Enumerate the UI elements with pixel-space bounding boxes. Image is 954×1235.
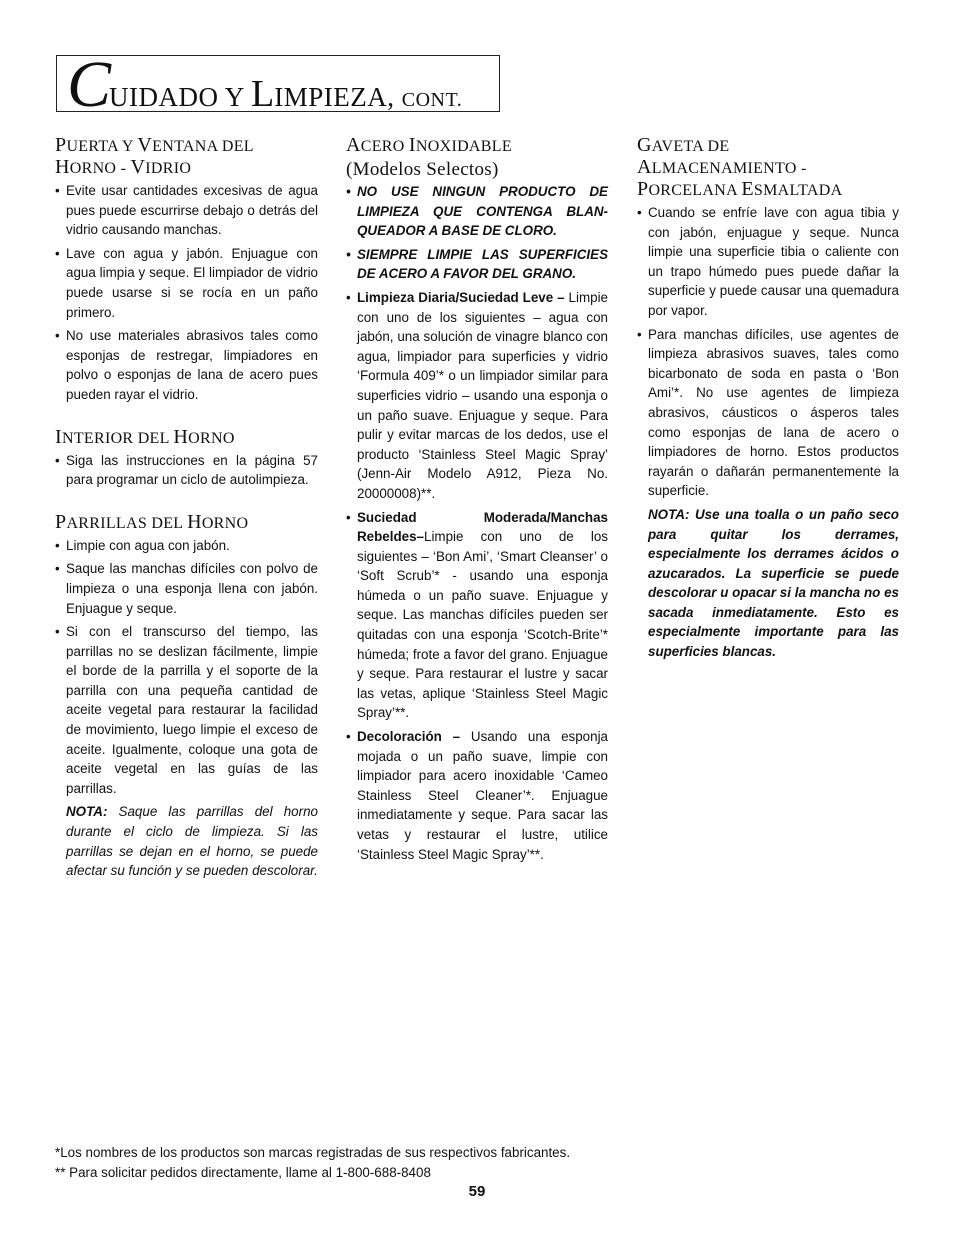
title-cont: CONT. — [401, 89, 463, 111]
title-cap-2: L — [251, 73, 275, 115]
list-item: • Limpieza Diaria/Suciedad Leve – Limpie con uno de los siguientes – agua con jabón, una solución de vinagre blanco con agua, limpiador para superficies y vidrio ‘Formula 409’* o un limpiador similar para superficies vidrio – usando una esponja o un paño suave. Enjuague y seque. Para pulir y evitar marcas de los dedos, use el producto ‘Stainless Steel Magic Spray’ (Jenn-Air Modelo A912, Pieza No. 20000008)**. — [346, 288, 608, 504]
oven-interior-list — [55, 451, 318, 490]
footnote-trademarks: *Los nombres de los productos son marcas registradas de sus respectivos fabricantes. — [55, 1145, 571, 1160]
page-title — [67, 48, 463, 121]
heading-stainless-steel: ACERO INOXIDABLE — [346, 134, 512, 156]
list-item: • Cuando se enfríe lave con agua tibia y con jabón, enjuague y seque. Nunca limpie una superficie tibia o caliente con un trapo húmedo pues puede dañar la superficie y puede causar una quemadura por vapor. — [637, 203, 899, 321]
list-item: • Suciedad Moderada/Manchas Rebeldes–Limpie con uno de los siguientes – ‘Bon Ami’, ‘Smart Cleanser’ o ‘Soft Scrub’* - usando una esponja húmeda o un paño suave. Enjuague y seque. Las manchas difíciles pueden ser quitadas con una esponja ‘Scotch-Brite’* húmeda; frote a favor del grano. Enjuague y seque. Para restaurar el lustre y sacar las vetas, aplique ‘Stainless Steel Magic Spray’**. — [346, 508, 608, 724]
title-part-2: IMPIEZA — [274, 82, 388, 112]
storage-drawer-list — [637, 203, 899, 501]
title-comma: , — [387, 82, 402, 112]
drawer-note: NOTA: Use una toalla o un paño seco para quitar los derrames, especialmente los derrames ácidos o azucarados. La superficie se puede descolorar u opacar si la mancha no es sacada inmediatamente. Esto es especialmente importante para las superficies blancas. — [648, 506, 899, 660]
column-2 — [346, 135, 608, 868]
heading-oven-racks: PARRILLAS DEL HORNO — [55, 510, 249, 533]
list-item: • No use materiales abrasivos tales como esponjas de restregar, limpiadores en polvo o esponjas de lana de acero pues pueden rayar el vidrio. — [55, 326, 318, 404]
door-window-list — [55, 181, 318, 405]
column-1 — [55, 135, 318, 881]
heading-storage-drawer: GAVETA DE ALMACENAMIENTO - PORCELANA ESMALTADA — [637, 134, 843, 200]
column-3 — [637, 135, 899, 662]
subheading-select-models: (Modelos Selectos) — [346, 159, 499, 180]
page-number: 59 — [468, 1183, 486, 1200]
oven-racks-list — [55, 536, 318, 799]
list-item: • Evite usar cantidades excesivas de agua pues puede escurrirse debajo o detrás del vidrio causando manchas. — [55, 181, 318, 240]
list-item: • Lave con agua y jabón. Enjuague con agua limpia y seque. El limpiador de vidrio puede usarse si se rocía en un paño primero. — [55, 244, 318, 322]
footnote-orders: ** Para solicitar pedidos directamente, llame al 1-800-688-8408 — [55, 1164, 431, 1180]
title-part-1: UIDADO Y — [109, 82, 252, 112]
warning-item: • SIEMPRE LIMPIE LAS SUPERFICIES DE ACERO A FAVOR DEL GRANO. — [346, 245, 608, 284]
title-initial: C — [67, 48, 110, 121]
page-title-box — [56, 48, 500, 121]
list-item: • Si con el transcurso del tiempo, las parrillas no se deslizan fácilmente, limpie el borde de la parrilla y el soporte de la parrilla con una pequeña cantidad de aceite vegetal para restaurar la facilidad de movimiento, luego limpie el exceso de aceite. Igualmente, coloque una gota de aceite vegetal en las guías de las parrillas. — [55, 622, 318, 798]
list-item: • Para manchas difíciles, use agentes de limpieza abrasivos suaves, tales como bicarbonato de soda en pasta o ‘Bon Ami’*. No use agentes de limpieza abrasivos, cáusticos o ásperos tales como esponjas de lana de acero o limpiadores de horno. Estos productos rayarán o dañarán permanentemente la superficie. — [637, 325, 899, 501]
list-item: • Limpie con agua con jabón. — [55, 536, 318, 556]
racks-note: NOTA: Saque las parrillas del horno durante el ciclo de limpieza. Si las parrillas se dejan en el horno, se puede afectar su función y se pueden descolorar. — [66, 804, 318, 879]
heading-door-window: PUERTA Y VENTANA DEL HORNO - VIDRIO — [55, 134, 254, 178]
warning-item: • NO USE NINGUN PRODUCTO DE LIMPIEZA QUE CONTENGA BLAN-QUEADOR A BASE DE CLORO. — [346, 182, 608, 241]
list-item: • Siga las instrucciones en la página 57 para programar un ciclo de autolimpieza. — [55, 451, 318, 490]
footnotes — [55, 1143, 570, 1182]
stainless-steel-list — [346, 182, 608, 864]
heading-oven-interior: INTERIOR DEL HORNO — [55, 425, 235, 448]
list-item: • Saque las manchas difíciles con polvo de limpieza o una esponja llena con jabón. Enjuague y seque. — [55, 559, 318, 618]
list-item: • Decoloración – Usando una esponja mojada o un paño suave, limpie con limpiador para acero inoxidable ‘Cameo Stainless Steel Cleaner’*. Enjuague inmediatamente y seque. Para sacar las vetas y restaurar el lustre, utilice ‘Stainless Steel Magic Spray’**. — [346, 727, 608, 864]
